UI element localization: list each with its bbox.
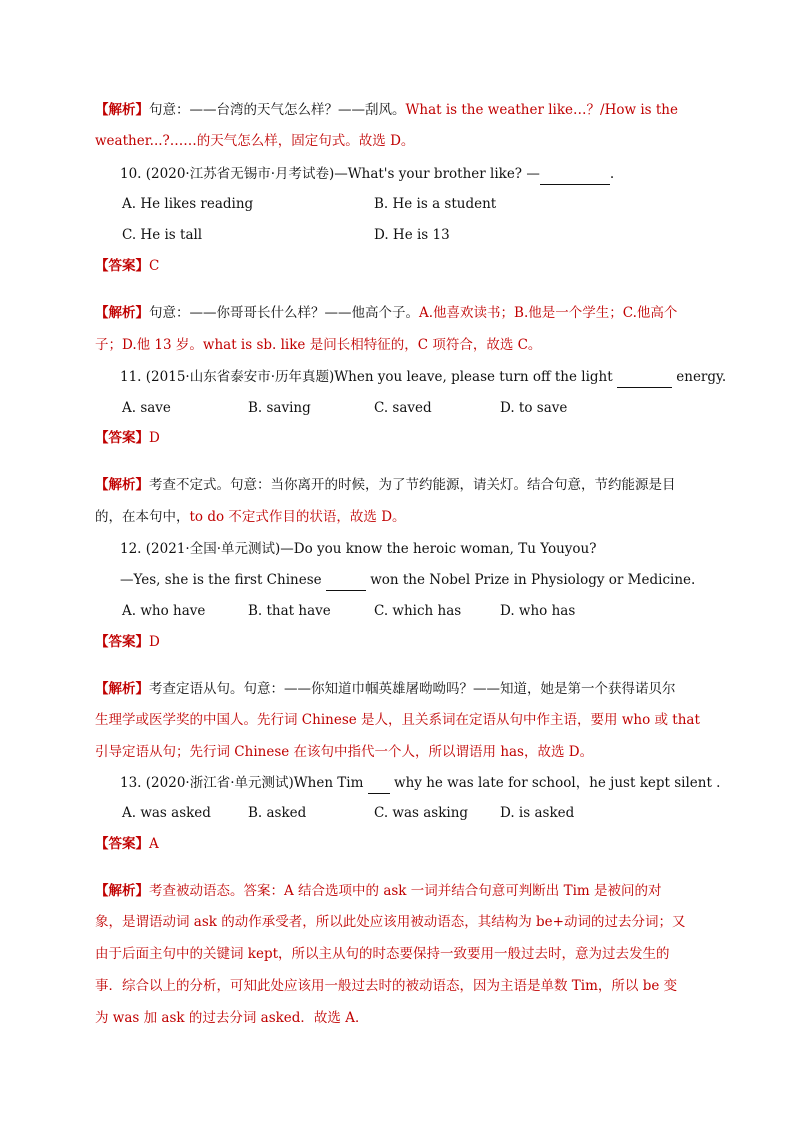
option-a: A. He likes reading [122,196,254,212]
analysis-line [95,1008,368,1028]
option-a: A. was asked [122,805,211,821]
analysis-line [95,100,678,120]
question-tail: why he was late for school，he just kept silent . [389,775,721,791]
analysis-text-red: 考查被动语态。答案：A 结合选项中的 ask 一词并结合句意可判断出 Tim 是被问的对 [149,883,662,899]
option-c: C. was asking [374,805,469,821]
option-a: A. save [122,400,171,416]
answer-value: D [149,430,160,446]
option-b: B. asked [248,805,307,821]
option-b: B. saving [248,400,311,416]
analysis-text-red: What is the weather like…？/How is the [405,102,678,118]
option-b: B. that have [248,603,331,619]
answer-tag: 【答案】 [95,258,149,274]
analysis-text-red: 为 was 加 ask 的过去分词 asked．故选 A． [95,1010,369,1026]
question-12-stem [120,539,596,559]
answer-blank [540,164,610,185]
analysis-tag: 【解析】 [95,305,149,321]
analysis-tag: 【解析】 [95,477,149,493]
option-d: D. who has [500,603,576,619]
analysis-text-red: weather...?……的天气怎么样，固定句式。故选 D。 [95,133,415,149]
answer-blank [368,773,390,794]
analysis-tag: 【解析】 [95,681,149,697]
analysis-line [95,303,677,323]
question-number: 13. [120,775,142,791]
question-text: (2020·浙江省·单元测试)When Tim [145,775,364,791]
question-text: —Yes, she is the first Chinese [120,572,322,588]
option-d: D. He is 13 [374,227,450,243]
question-10-stem [120,164,614,185]
answer-blank [617,367,672,388]
option-d: D. is asked [500,805,575,821]
question-text: (2021·全国·单元测试)—Do you know the heroic woman, Tu Youyou? [145,541,597,557]
answer-line [95,632,160,652]
analysis-text: 的，在本句中， [95,509,190,525]
option-c: C. which has [374,603,462,619]
analysis-text-red: A.他喜欢读书；B.他是一个学生；C.他高个 [419,305,678,321]
option-d: D. to save [500,400,568,416]
answer-line [95,428,160,448]
analysis-tag: 【解析】 [95,102,149,118]
answer-tag: 【答案】 [95,430,149,446]
question-text: (2020·江苏省无锡市·月考试卷)—What's your brother like? — [145,166,540,182]
analysis-text-red: 象，是谓语动词 ask 的动作承受者，所以此处应该用被动语态，其结构为 be+动词的过去分词；又 [95,914,686,930]
option-c: C. saved [374,400,432,416]
option-a: A. who have [122,603,206,619]
analysis-text: 考查不定式。句意：当你离开的时候，为了节约能源，请关灯。结合句意，节约能源是目 [149,477,676,493]
analysis-text-red: 生理学或医学奖的中国人。先行词 Chinese 是人，且关系词在定语从句中作主语，要用 who 或 that [95,712,700,728]
answer-tag: 【答案】 [95,634,149,650]
analysis-line [95,335,541,355]
question-tail: energy. [671,369,727,385]
answer-line [95,834,159,854]
answer-line [95,256,159,276]
answer-value: C [149,258,160,274]
analysis-line [95,976,677,996]
answer-value: D [149,634,160,650]
question-12-stem-line2 [120,570,695,591]
analysis-line [95,131,414,151]
analysis-text-red: 由于后面主句中的关键词 kept，所以主从句的时态要保持一致要用一般过去时，意为过去发生的 [95,946,670,962]
question-tail: won the Nobel Prize in Physiology or Medicine. [365,572,696,588]
analysis-text-red: to do 不定式作目的状语，故选 D。 [189,509,406,525]
analysis-text-red: 事．综合以上的分析，可知此处应该用一般过去时的被动语态，因为主语是单数 Tim，所以 be 变 [95,978,678,994]
analysis-text-red: 子；D.他 13 岁。what is sb. like 是问长相特征的，C 项符合，故选 C。 [95,337,542,353]
analysis-text-red: 引导定语从句；先行词 Chinese 在该句中指代一个人，所以谓语用 has，故选 D。 [95,744,594,760]
question-11-stem [120,367,726,388]
option-b: B. He is a student [374,196,497,212]
analysis-text: 句意：——台湾的天气怎么样？——刮风。 [149,102,406,118]
analysis-line [95,881,662,901]
analysis-line [95,679,676,699]
answer-tag: 【答案】 [95,836,149,852]
question-number: 11. [120,369,142,385]
analysis-tag: 【解析】 [95,883,149,899]
answer-blank [326,570,366,591]
analysis-text: 句意：——你哥哥长什么样？——他高个子。 [149,305,419,321]
analysis-line [95,944,670,964]
question-13-stem [120,773,720,794]
question-text: (2015·山东省泰安市·历年真题)When you leave, please turn off the light [145,369,613,385]
question-number: 12. [120,541,142,557]
question-tail: . [609,166,615,182]
analysis-text: 考查定语从句。句意：——你知道巾帼英雄屠呦呦吗？——知道，她是第一个获得诺贝尔 [149,681,676,697]
answer-value: A [149,836,159,852]
question-number: 10. [120,166,142,182]
option-c: C. He is tall [122,227,203,243]
analysis-line [95,912,685,932]
analysis-line [95,507,406,527]
analysis-line [95,742,593,762]
analysis-line [95,475,676,495]
analysis-line [95,710,700,730]
